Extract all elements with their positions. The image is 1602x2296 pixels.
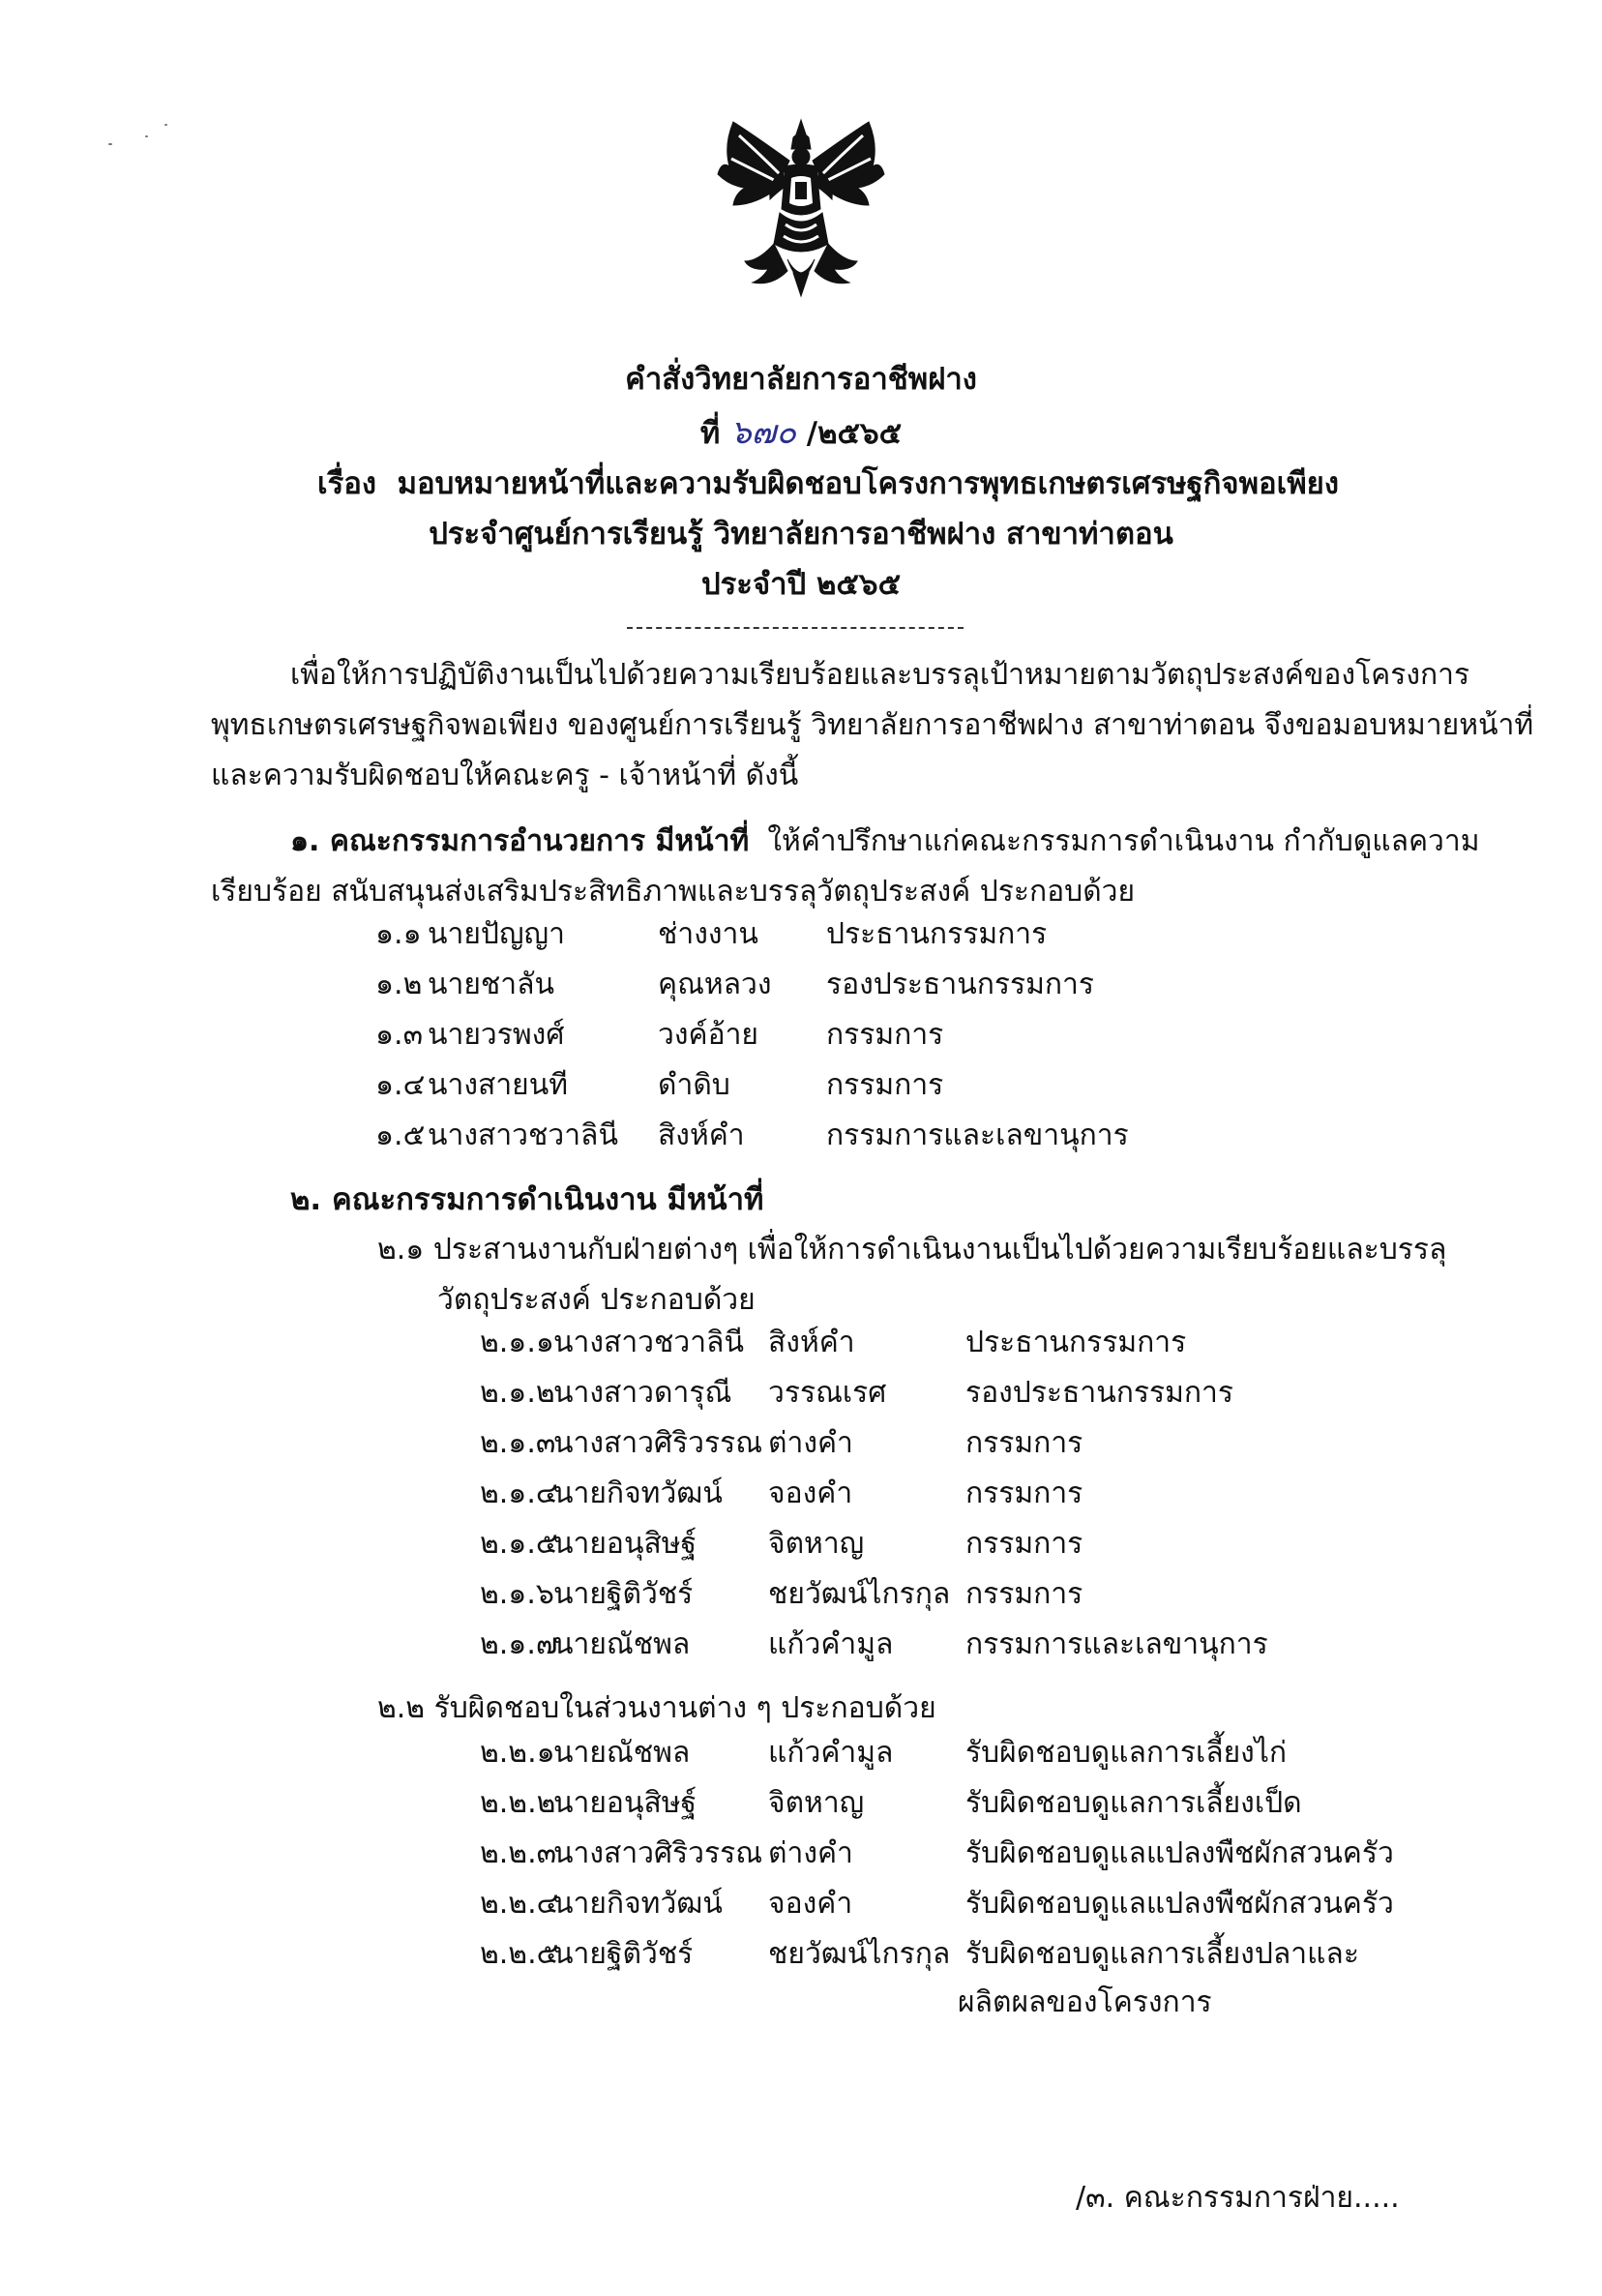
- subject-text-1: มอบหมายหน้าที่และความรับผิดชอบโครงการพุทธเกษตรเศรษฐกิจพอเพียง: [397, 466, 1339, 501]
- member-name: นางสาวดารุณี: [553, 1376, 732, 1410]
- member-surname: จองคำ: [768, 1887, 853, 1921]
- member-role: รับผิดชอบดูแลการเลี้ยงไก่: [965, 1736, 1288, 1770]
- member-role: กรรมการ: [965, 1527, 1083, 1561]
- member-surname: คุณหลวง: [658, 968, 772, 1001]
- scan-speck: [164, 124, 167, 126]
- member-row: [0, 1523, 1602, 1565]
- member-surname: แก้วคำมูล: [768, 1627, 894, 1661]
- member-surname: วงค์อ้าย: [658, 1018, 759, 1052]
- section2-sub2-line-1: ๒.๒ รับผิดชอบในส่วนงานต่าง ๆ ประกอบด้วย: [377, 1691, 936, 1725]
- member-row: [0, 1624, 1602, 1666]
- member-name: นายฐิติวัชร์: [553, 1577, 694, 1611]
- member-surname: จิตหาญ: [768, 1786, 865, 1820]
- member-number: ๒.๑.๓: [480, 1426, 556, 1460]
- section2-heading: ๒. คณะกรรมการดำเนินงาน มีหน้าที่: [290, 1182, 764, 1217]
- member-number: ๑.๒: [375, 968, 423, 1001]
- member-name: นายกิจทวัฒน์: [553, 1887, 723, 1921]
- member-row: [0, 1883, 1602, 1925]
- member-number: ๑.๑: [375, 917, 422, 951]
- member-number: ๒.๒.๓: [480, 1836, 557, 1870]
- subject-label: เรื่อง: [317, 466, 377, 501]
- member-row: [0, 964, 1602, 1006]
- header-divider: [627, 627, 964, 629]
- member-number: ๒.๑.๔: [480, 1476, 558, 1510]
- member-number: ๑.๕: [375, 1118, 426, 1152]
- member-role: กรรมการ: [965, 1426, 1083, 1460]
- member-number: ๒.๒.๕: [480, 1937, 559, 1971]
- member-row: [0, 1372, 1602, 1415]
- member-surname: แก้วคำมูล: [768, 1736, 894, 1770]
- member-row: [0, 1833, 1602, 1875]
- member-name: นายณัชพล: [553, 1736, 691, 1770]
- member-surname: ต่างคำ: [768, 1426, 853, 1460]
- member-surname: สิงห์คำ: [768, 1326, 855, 1359]
- member-role: กรรมการ: [965, 1476, 1083, 1510]
- member-row: [0, 1473, 1602, 1515]
- member-name: นายณัชพล: [553, 1627, 691, 1661]
- member-row: [0, 1573, 1602, 1616]
- member-role: กรรมการ: [826, 1068, 944, 1102]
- member-role: ประธานกรรมการ: [826, 917, 1048, 951]
- member-surname: จิตหาญ: [768, 1527, 865, 1561]
- member-number: ๒.๑.๕: [480, 1527, 558, 1561]
- section2-sub1-line-2: วัตถุประสงค์ ประกอบด้วย: [437, 1283, 756, 1317]
- member-role: รองประธานกรรมการ: [965, 1376, 1234, 1410]
- section2-sub2-last-role-continuation: ผลิตผลของโครงการ: [958, 1985, 1212, 2019]
- member-role: รับผิดชอบดูแลการเลี้ยงปลาและ: [965, 1937, 1359, 1971]
- member-surname: จองคำ: [768, 1476, 853, 1510]
- member-number: ๑.๔: [375, 1068, 426, 1102]
- member-number: ๒.๒.๒: [480, 1786, 556, 1820]
- member-name: นายกิจทวัฒน์: [553, 1476, 723, 1510]
- section1-duty-line-1: ให้คำปรึกษาแก่คณะกรรมการดำเนินงาน กำกับดูแลความ: [767, 824, 1480, 858]
- member-name: นางสายนที: [428, 1068, 569, 1102]
- member-name: นางสาวชวาลินี: [553, 1326, 744, 1359]
- member-role: รับผิดชอบดูแลแปลงพืชผักสวนครัว: [965, 1836, 1394, 1870]
- order-number-line: [0, 411, 1602, 455]
- member-row: [0, 1933, 1602, 1976]
- order-number-prefix: ที่: [699, 416, 721, 451]
- member-number: ๒.๑.๗: [480, 1627, 558, 1661]
- member-surname: วรรณเรศ: [768, 1376, 887, 1410]
- order-title: คำสั่งวิทยาลัยการอาชีพฝาง: [625, 362, 977, 397]
- subject-line-2: ประจำศูนย์การเรียนรู้ วิทยาลัยการอาชีพฝาง สาขาท่าตอน: [429, 517, 1173, 552]
- member-name: นางสาวศิริวรรณ: [553, 1426, 763, 1460]
- page-continuation: /๓. คณะกรรมการฝ่าย.....: [1076, 2181, 1400, 2215]
- scan-speck: [145, 135, 148, 137]
- member-role: รับผิดชอบดูแลแปลงพืชผักสวนครัว: [965, 1887, 1394, 1921]
- member-number: ๒.๒.๑: [480, 1736, 555, 1770]
- member-role: รองประธานกรรมการ: [826, 968, 1095, 1001]
- member-row: [0, 1014, 1602, 1057]
- member-row: [0, 1115, 1602, 1157]
- member-role: กรรมการและเลขานุการ: [965, 1627, 1268, 1661]
- order-number-suffix: /๒๕๖๕: [806, 416, 903, 451]
- section1-first-line: [290, 820, 1479, 863]
- intro-line-2: พุทธเกษตรเศรษฐกิจพอเพียง ของศูนย์การเรียนรู้ วิทยาลัยการอาชีพฝาง สาขาท่าตอน จึงขอมอบหมายหน้าที่: [211, 708, 1534, 742]
- member-name: นายวรพงศ์: [428, 1018, 565, 1052]
- scan-speck: [108, 143, 112, 145]
- member-row: [0, 1732, 1602, 1774]
- member-row: [0, 1422, 1602, 1465]
- order-number-handwritten: ๖๗๐: [730, 413, 796, 452]
- member-name: นายอนุสิษฐ์: [553, 1527, 697, 1561]
- intro-line-3: และความรับผิดชอบให้คณะครู - เจ้าหน้าที่ ดังนี้: [211, 759, 799, 792]
- member-role: ประธานกรรมการ: [965, 1326, 1187, 1359]
- section1-heading: ๑. คณะกรรมการอำนวยการ มีหน้าที่: [290, 824, 750, 858]
- member-number: ๑.๓: [375, 1018, 424, 1052]
- member-name: นางสาวชวาลินี: [428, 1118, 618, 1152]
- member-row: [0, 1064, 1602, 1107]
- member-name: นายปัญญา: [428, 917, 565, 951]
- garuda-emblem-icon: [716, 116, 886, 300]
- member-surname: ชยวัฒน์ไกรกุล: [768, 1577, 951, 1611]
- member-surname: สิงห์คำ: [658, 1118, 745, 1152]
- member-number: ๒.๑.๑: [480, 1326, 554, 1359]
- member-number: ๒.๑.๒: [480, 1376, 555, 1410]
- member-row: [0, 1322, 1602, 1364]
- member-surname: ต่างคำ: [768, 1836, 853, 1870]
- intro-line-1: เพื่อให้การปฏิบัติงานเป็นไปด้วยความเรียบร้อยและบรรลุเป้าหมายตามวัตถุประสงค์ของโครงการ: [290, 658, 1470, 692]
- member-surname: ช่างงาน: [658, 917, 758, 951]
- member-number: ๒.๒.๔: [480, 1887, 559, 1921]
- section2-sub1-line-1: ๒.๑ ประสานงานกับฝ่ายต่างๆ เพื่อให้การดำเนินงานเป็นไปด้วยความเรียบร้อยและบรรลุ: [377, 1233, 1447, 1267]
- member-name: นายชาลัน: [428, 968, 555, 1001]
- member-name: นายอนุสิษฐ์: [553, 1786, 697, 1820]
- member-role: กรรมการ: [826, 1018, 944, 1052]
- member-role: กรรมการ: [965, 1577, 1083, 1611]
- section1-duty-line-2: เรียบร้อย สนับสนุนส่งเสริมประสิทธิภาพและบรรลุวัตถุประสงค์ ประกอบด้วย: [211, 875, 1136, 909]
- member-number: ๒.๑.๖: [480, 1577, 554, 1611]
- member-row: [0, 1782, 1602, 1825]
- member-name: นายฐิติวัชร์: [553, 1937, 694, 1971]
- member-surname: ดำดิบ: [658, 1068, 730, 1102]
- member-surname: ชยวัฒน์ไกรกุล: [768, 1937, 951, 1971]
- member-role: รับผิดชอบดูแลการเลี้ยงเป็ด: [965, 1786, 1302, 1820]
- member-row: [0, 913, 1602, 956]
- subject-line-3: ประจำปี ๒๕๖๕: [700, 567, 902, 602]
- subject-line-1: [317, 462, 1339, 505]
- member-role: กรรมการและเลขานุการ: [826, 1118, 1129, 1152]
- member-name: นางสาวศิริวรรณ: [553, 1836, 763, 1870]
